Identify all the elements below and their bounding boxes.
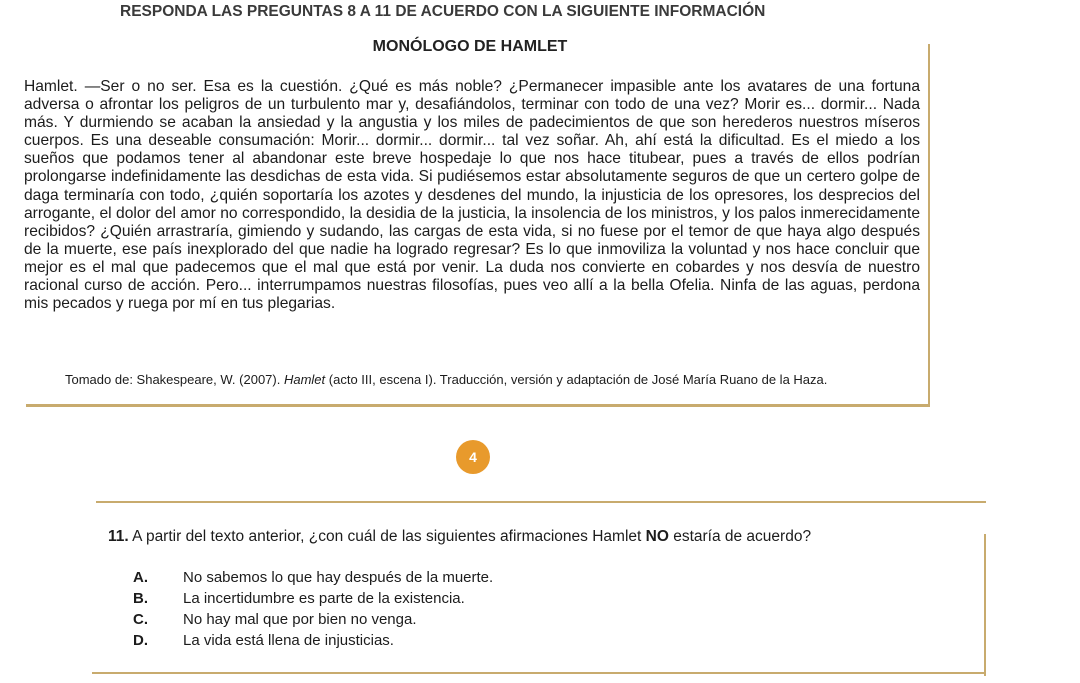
option-letter: A. <box>133 569 148 586</box>
instructions-heading: RESPONDA LAS PREGUNTAS 8 A 11 DE ACUERDO CON LA SIGUIENTE INFORMACIÓN <box>120 3 766 20</box>
passage-title: MONÓLOGO DE HAMLET <box>372 38 568 55</box>
answer-option-c[interactable] <box>133 611 493 632</box>
option-letter: B. <box>133 590 148 607</box>
passage-border-bottom <box>26 404 930 407</box>
page-number-badge: 4 <box>456 440 490 474</box>
source-work-title: Hamlet <box>283 372 326 387</box>
source-suffix: (acto III, escena I). Traducción, versión y adaptación de José María Ruano de la Haza. <box>325 372 828 387</box>
option-letter: C. <box>133 611 148 628</box>
question-border-right <box>984 534 986 676</box>
question-stem <box>108 528 811 546</box>
passage-border-right <box>928 44 930 405</box>
question-divider-top <box>96 501 986 503</box>
source-citation <box>65 372 827 387</box>
answer-option-a[interactable] <box>133 569 493 590</box>
passage-text: Hamlet. —Ser o no ser. Esa es la cuestión. ¿Qué es más noble? ¿Permanecer impasible ante los avatares de una fortuna adversa o afrontar los peligros de un turbulento mar y, desafiándolos, terminar con todo de una vez? Morir es... dormir... Nada más. Y durmiendo se acaban la ansiedad y la angustia y los miles de padecimientos de que son herederos nuestros míseros cuerpos. Es una deseable consumación: Morir... dormir... dormir... tal vez soñar. Ah, ahí está la dificultad. Es el miedo a los sueños que podamos tener al abandonar este breve hospedaje lo que nos hace titubear, pues a través de ellos podrían prolongarse indefinidamente las desdichas de esta vida. Si pudiésemos estar absolutamente seguros de que un certero golpe de daga terminaría con todo, ¿quién soportaría los azotes y desdenes del mundo, la injusticia de los opresores, los desprecios del arrogante, el dolor del amor no correspondido, la desidia de la justicia, la insolencia de los ministros, y los palos inmerecidamente recibidos? ¿Quién arrastraría, gimiendo y sudando, las cargas de esta vida, si no fuese por el temor de que haya algo después de la muerte, ese país inexplorado del que nadie ha logrado regresar? Es lo que inmoviliza la voluntad y nos hace concluir que mejor es el mal que padecemos que el mal que está por venir. La duda nos convierte en cobardes y nos desvía de nuestro racional curso de acción. Pero... interrumpamos nuestras filosofías, pues veo allí a la bella Ofelia. Ninfa de las aguas, perdona mis pecados y ruega por mí en tus plegarias. <box>24 78 920 313</box>
option-letter: D. <box>133 632 148 649</box>
option-text: La vida está llena de injusticias. <box>183 632 394 649</box>
question-emphasis: NO <box>645 528 669 545</box>
answer-option-d[interactable] <box>133 632 493 653</box>
answer-options <box>133 569 493 653</box>
question-text-start: A partir del texto anterior, ¿con cuál de las siguientes afirmaciones Hamlet <box>128 528 646 545</box>
option-text: No sabemos lo que hay después de la muerte. <box>183 569 494 586</box>
option-text: No hay mal que por bien no venga. <box>183 611 417 628</box>
source-prefix: Tomado de: Shakespeare, W. (2007). <box>65 372 284 387</box>
question-number: 11. <box>108 528 129 545</box>
question-divider-bottom <box>92 672 986 674</box>
question-text-end: estaría de acuerdo? <box>668 528 812 545</box>
option-text: La incertidumbre es parte de la existencia. <box>183 590 465 607</box>
answer-option-b[interactable] <box>133 590 493 611</box>
